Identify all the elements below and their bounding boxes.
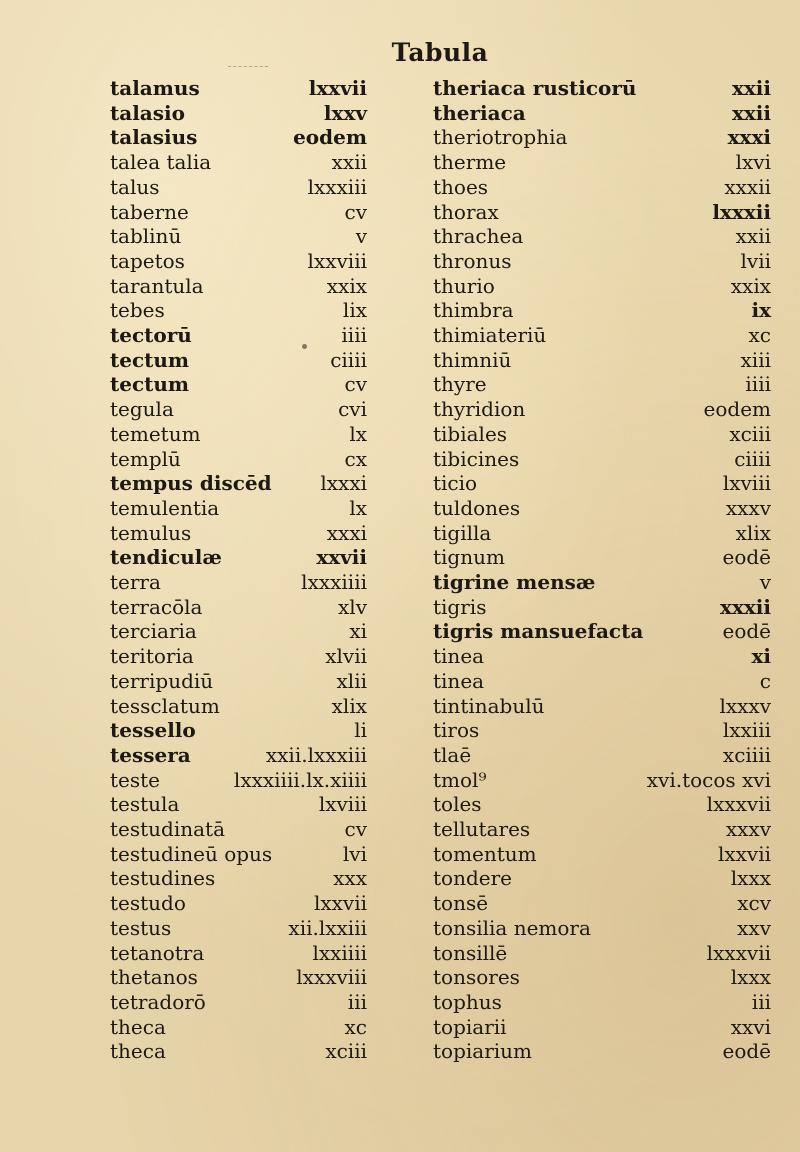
index-entry <box>0 718 800 742</box>
index-reference: xciiii <box>722 742 771 767</box>
index-reference: lxxxi <box>320 471 367 496</box>
index-reference: lxviii <box>722 471 771 496</box>
index-reference: lxviii <box>318 792 367 817</box>
index-term: tapetos <box>110 248 185 273</box>
index-reference: xi <box>751 644 771 669</box>
index-reference: v <box>759 570 771 594</box>
index-entry <box>0 200 800 224</box>
index-entry <box>0 471 800 495</box>
index-reference: lxxviii <box>307 248 367 273</box>
index-term: tectum <box>110 347 190 372</box>
index-reference: eodē <box>722 545 771 570</box>
index-term: ticio <box>433 471 478 496</box>
index-reference: lvii <box>740 248 771 273</box>
index-reference: xxix <box>730 273 771 298</box>
index-reference: xlv <box>338 594 367 619</box>
index-entry <box>0 669 800 693</box>
index-term: tigilla <box>433 520 492 545</box>
index-reference: xxxv <box>725 495 771 520</box>
index-reference: xcv <box>737 891 771 916</box>
index-entry <box>0 891 800 915</box>
index-term: thoes <box>433 174 489 199</box>
index-term: testudinatā <box>110 817 226 841</box>
index-reference: xxvi <box>730 1014 771 1039</box>
index-entry <box>0 866 800 890</box>
index-entry <box>0 372 800 396</box>
index-term: tarantula <box>110 273 204 298</box>
index-term: topiarium <box>433 1039 533 1064</box>
index-reference: xiii <box>740 347 771 372</box>
index-entry <box>0 521 800 545</box>
index-term: theca <box>110 1014 166 1039</box>
index-term: tibiales <box>433 421 508 446</box>
index-term: talasio <box>110 100 185 125</box>
index-term: tinea <box>433 644 485 669</box>
index-term: tempus discēd <box>110 471 272 496</box>
index-term: tondere <box>433 866 512 891</box>
index-term: tetanotra <box>110 940 205 965</box>
index-entry <box>0 1039 800 1063</box>
index-term: terra <box>110 570 161 594</box>
ink-stroke <box>228 66 268 67</box>
index-entry <box>0 990 800 1014</box>
index-reference: xxii <box>735 224 771 249</box>
index-term: tuldones <box>433 495 521 520</box>
index-term: teritoria <box>110 644 194 669</box>
index-reference: cx <box>344 446 367 471</box>
index-term: terripudiū <box>110 668 214 693</box>
index-term: tonsillē <box>433 940 508 965</box>
index-reference: cv <box>344 372 367 397</box>
index-entry <box>0 125 800 149</box>
index-entry <box>0 224 800 248</box>
index-term: temulus <box>110 520 192 545</box>
index-term: testus <box>110 915 172 940</box>
index-term: tmol⁹ <box>433 767 487 792</box>
index-entry <box>0 496 800 520</box>
index-reference: xxvii <box>316 545 367 570</box>
index-term: taberne <box>110 199 189 224</box>
index-term: teste <box>110 767 161 792</box>
index-term: tablinū <box>110 224 182 249</box>
index-term: talea talia <box>110 150 212 175</box>
index-entry <box>0 545 800 569</box>
index-term: tonsores <box>433 965 520 990</box>
index-term: tetradorō <box>110 989 206 1014</box>
index-term: thyre <box>433 372 487 397</box>
index-reference: xxxi <box>727 125 771 150</box>
index-term: tectorū <box>110 323 192 347</box>
index-term: thronus <box>433 248 512 273</box>
index-reference: lxxiii <box>722 718 771 743</box>
index-term: tessello <box>110 718 196 743</box>
index-reference: xi <box>349 619 367 644</box>
index-reference: iiii <box>745 372 771 397</box>
index-reference: li <box>354 718 367 743</box>
index-entry <box>0 447 800 471</box>
index-reference: cv <box>344 199 367 224</box>
index-term: testudines <box>110 866 216 891</box>
index-term: tigris mansuefacta <box>433 619 644 644</box>
index-reference: iii <box>751 989 771 1014</box>
index-term: theriaca rusticorū <box>433 76 637 100</box>
index-reference: eodē <box>722 619 771 644</box>
index-term: tonsē <box>433 891 489 916</box>
index-term: thimniū <box>433 347 512 372</box>
index-entry <box>0 397 800 421</box>
index-entry <box>0 941 800 965</box>
index-entry <box>0 817 800 841</box>
index-term: tessclatum <box>110 693 220 718</box>
index-term: therme <box>433 150 507 175</box>
index-term: terciaria <box>110 619 197 644</box>
index-reference: xxii <box>731 100 771 125</box>
index-reference: xii.lxxiii <box>288 915 367 940</box>
index-term: tellutares <box>433 817 531 841</box>
index-reference: xlvii <box>325 644 367 669</box>
index-term: tectum <box>110 372 190 397</box>
index-reference: ciiii <box>330 347 367 372</box>
index-entry <box>0 792 800 816</box>
index-entry <box>0 298 800 322</box>
index-entry <box>0 274 800 298</box>
index-term: toles <box>433 792 482 817</box>
index-term: theca <box>110 1039 166 1064</box>
index-reference: lxxvii <box>313 891 367 916</box>
index-reference: lxxxviii <box>296 965 367 990</box>
index-term: tonsilia nemora <box>433 915 591 940</box>
index-reference: xc <box>748 323 771 347</box>
index-term: talus <box>110 174 160 199</box>
index-reference: xxxv <box>725 817 771 841</box>
index-reference: cvi <box>338 397 367 422</box>
index-reference: xxxii <box>720 594 771 619</box>
index-term: testula <box>110 792 180 817</box>
index-entry <box>0 644 800 668</box>
index-reference: cv <box>344 817 367 841</box>
index-reference: eodem <box>703 397 771 422</box>
index-entry <box>0 422 800 446</box>
index-reference: lx <box>349 495 367 520</box>
index-term: temulentia <box>110 495 220 520</box>
index-reference: lxxx <box>730 866 771 891</box>
index-reference: xxxi <box>326 520 367 545</box>
index-term: theriaca <box>433 100 526 125</box>
index-reference: xvi.tocos xvi <box>646 767 771 792</box>
index-term: temetum <box>110 421 201 446</box>
index-entry <box>0 965 800 989</box>
index-entry <box>0 348 800 372</box>
index-reference: lxxvii <box>308 76 367 100</box>
index-term: testudo <box>110 891 186 916</box>
index-term: topiarii <box>433 1014 507 1039</box>
index-entry <box>0 323 800 347</box>
index-reference: lx <box>349 421 367 446</box>
index-reference: c <box>759 668 771 693</box>
index-term: templū <box>110 446 181 471</box>
index-entry <box>0 694 800 718</box>
index-entry <box>0 1015 800 1039</box>
index-term: tessera <box>110 742 191 767</box>
index-term: thimiateriū <box>433 323 547 347</box>
index-entry <box>0 175 800 199</box>
index-reference: xc <box>344 1014 367 1039</box>
index-term: thrachea <box>433 224 524 249</box>
index-entry <box>0 619 800 643</box>
index-term: tinea <box>433 668 485 693</box>
index-reference: iii <box>347 989 367 1014</box>
index-reference: xxii.lxxxiii <box>265 742 367 767</box>
index-entry <box>0 101 800 125</box>
index-reference: ix <box>751 298 771 323</box>
index-term: thurio <box>433 273 495 298</box>
index-entry <box>0 842 800 866</box>
index-term: tendiculæ <box>110 545 222 570</box>
index-term: tophus <box>433 989 502 1014</box>
index-term: tegula <box>110 397 174 422</box>
index-term: tomentum <box>433 841 537 866</box>
index-term: thorax <box>433 199 499 224</box>
page-title: Tabula <box>391 38 489 67</box>
index-reference: lxxxii <box>712 199 771 224</box>
index-term: tintinabulū <box>433 693 545 718</box>
index-term: terracōla <box>110 594 203 619</box>
index-reference: ciiii <box>734 446 771 471</box>
index-term: testudineū opus <box>110 841 273 866</box>
index-reference: xlii <box>336 668 367 693</box>
index-reference: iiii <box>341 323 367 347</box>
index-reference: lxxxiii <box>307 174 367 199</box>
index-term: tebes <box>110 298 165 323</box>
index-reference: v <box>355 224 367 249</box>
index-entry <box>0 76 800 100</box>
index-term: talamus <box>110 76 200 100</box>
index-reference: lxxxvii <box>706 940 771 965</box>
index-reference: lxxv <box>323 100 367 125</box>
index-reference: lxvi <box>735 150 771 175</box>
index-term: thimbra <box>433 298 514 323</box>
index-term: tlaē <box>433 742 472 767</box>
index-term: tigrine mensæ <box>433 570 596 594</box>
index-reference: lxxxv <box>719 693 771 718</box>
index-reference: xxii <box>731 76 771 100</box>
index-term: tiros <box>433 718 480 743</box>
index-reference: xlix <box>331 693 367 718</box>
index-term: tignum <box>433 545 505 570</box>
index-reference: eodē <box>722 1039 771 1064</box>
index-reference: xxv <box>737 915 771 940</box>
index-reference: lxxxvii <box>706 792 771 817</box>
index-entry <box>0 249 800 273</box>
index-reference: xciii <box>729 421 771 446</box>
index-term: tibicines <box>433 446 520 471</box>
index-entry <box>0 570 800 594</box>
index-reference: xxix <box>326 273 367 298</box>
index-reference: lxxvii <box>717 841 771 866</box>
index-entry <box>0 595 800 619</box>
index-reference: xxxii <box>724 174 771 199</box>
index-reference: xlix <box>735 520 771 545</box>
index-entry <box>0 743 800 767</box>
index-reference: lvi <box>342 841 367 866</box>
index-term: theriotrophia <box>433 125 568 150</box>
index-reference: lxxxiiii <box>301 570 367 594</box>
index-reference: lxxx <box>730 965 771 990</box>
index-reference: xxx <box>333 866 367 891</box>
index-term: thetanos <box>110 965 198 990</box>
index-reference: eodem <box>293 125 367 150</box>
index-reference: xciii <box>325 1039 367 1064</box>
index-entry <box>0 150 800 174</box>
index-term: talasius <box>110 125 198 150</box>
index-reference: lix <box>342 298 367 323</box>
index-term: tigris <box>433 594 487 619</box>
index-reference: xxii <box>331 150 367 175</box>
index-entry <box>0 768 800 792</box>
index-reference: lxxxiiii.lx.xiiii <box>233 767 367 792</box>
index-term: thyridion <box>433 397 526 422</box>
index-entry <box>0 916 800 940</box>
index-reference: lxxiiii <box>312 940 367 965</box>
